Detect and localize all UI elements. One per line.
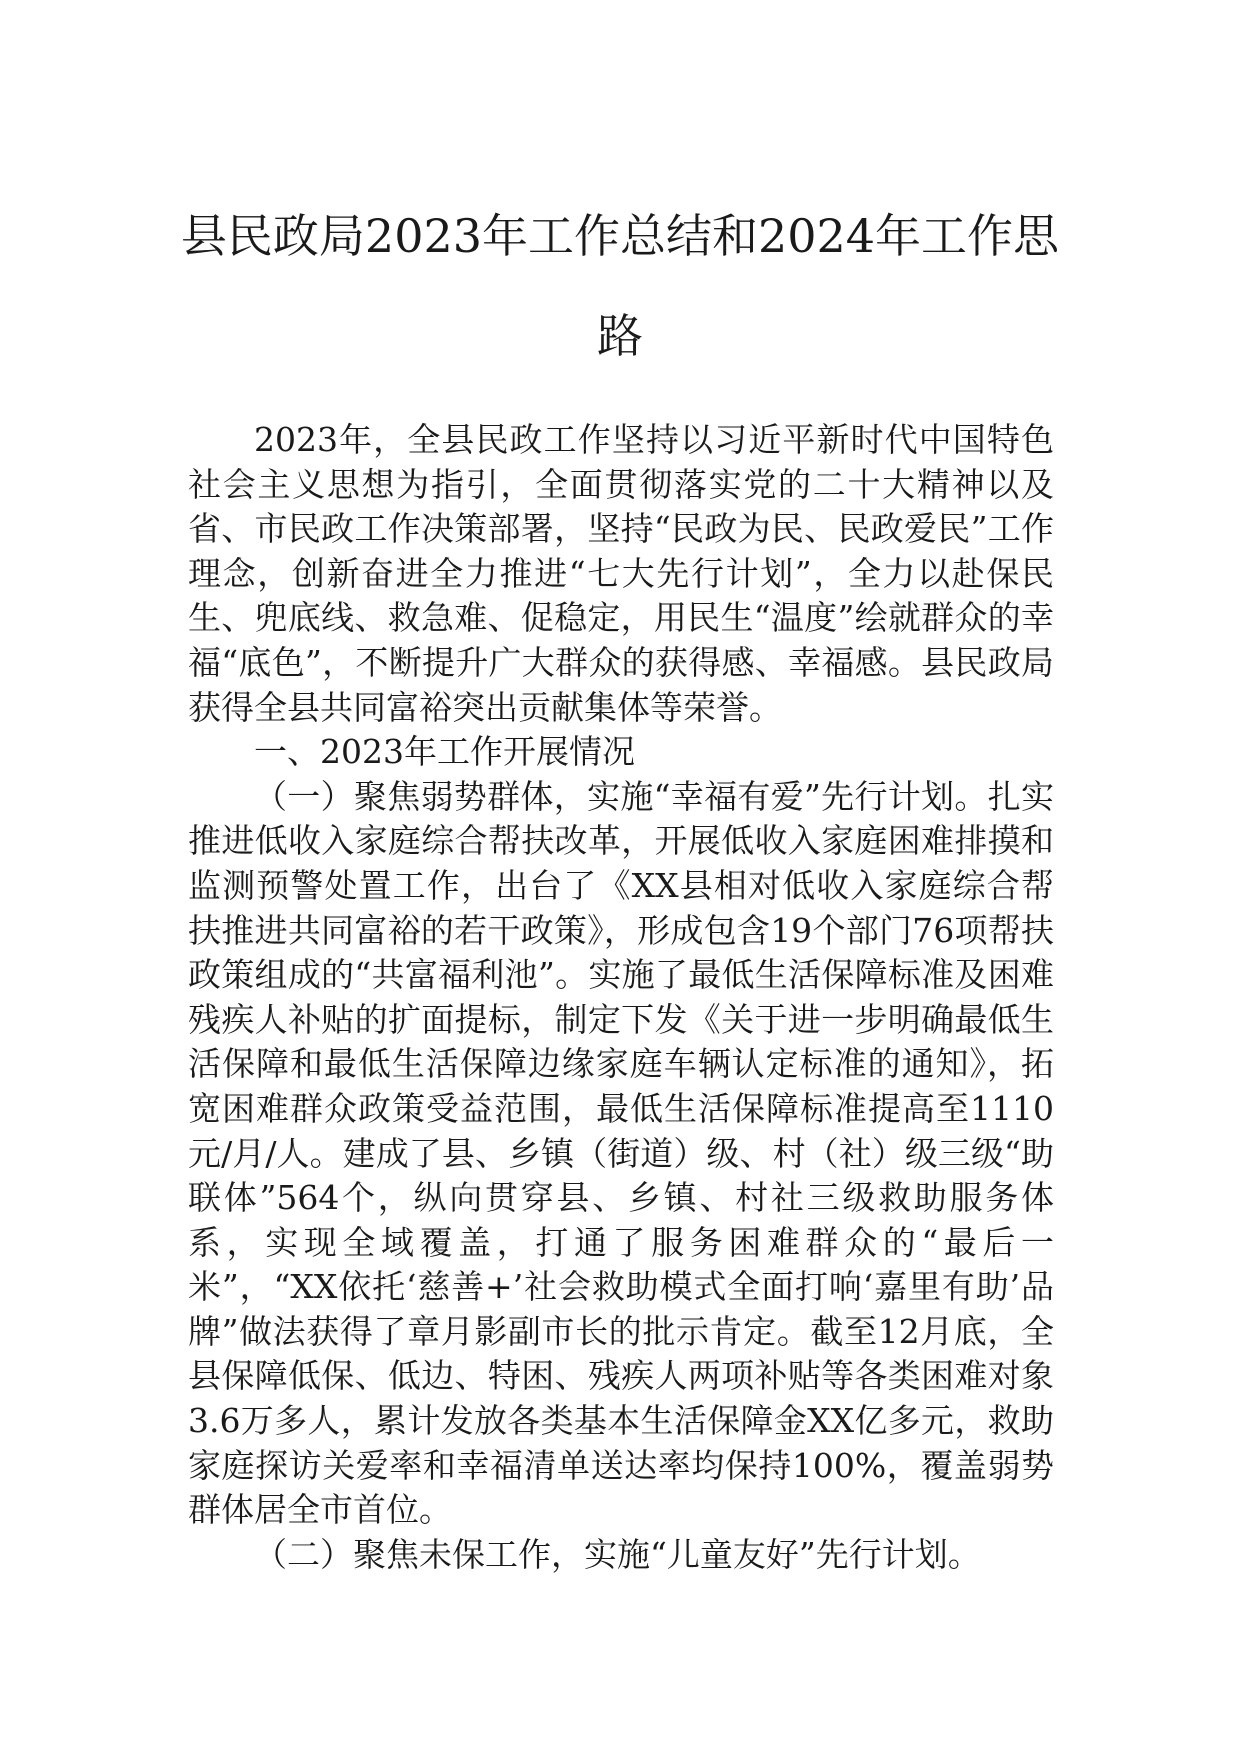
document-body	[188, 418, 1054, 1577]
section-heading: 一、2023年工作开展情况	[254, 732, 635, 772]
subsection-paragraph: （一）聚焦弱势群体，实施“幸福有爱”先行计划。扎实推进低收入家庭综合帮扶改革，开展低收入家庭困难排摸和监测预警处置工作，出台了《XX县相对低收入家庭综合帮扶推进共同富裕的若干政策》，形成包含19个部门76项帮扶政策组成的“共富福利池”。实施了最低生活保障标准及困难残疾人补贴的扩面提标，制定下发《关于进一步明确最低生活保障和最低生活保障边缘家庭车辆认定标准的通知》，拓宽困难群众政策受益范围，最低生活保障标准提高至1110元/月/人。建成了县、乡镇（街道）级、村（社）级三级“助联体”564个，纵向贯穿县、乡镇、村社三级救助服务体系，实现全域覆盖，打通了服务困难群众的“最后一米”，“XX依托‘慈善+’社会救助模式全面打响‘嘉里有助’品牌”做法获得了章月影副市长的批示肯定。截至12月底，全县保障低保、低边、特困、残疾人两项补贴等各类困难对象3.6万多人，累计发放各类基本生活保障金XX亿多元，救助家庭探访关爱率和幸福清单送达率均保持100%，覆盖弱势群体居全市首位。	[188, 776, 1054, 1530]
document-title: 县民政局2023年工作总结和2024年工作思路	[180, 209, 1060, 363]
intro-paragraph: 2023年，全县民政工作坚持以习近平新时代中国特色社会主义思想为指引，全面贯彻落实党的二十大精神以及省、市民政工作决策部署，坚持“民政为民、民政爱民”工作理念，创新奋进全力推进“七大先行计划”，全力以赴保民生、兜底线、救急难、促稳定，用民生“温度”绘就群众的幸福“底色”，不断提升广大群众的获得感、幸福感。县民政局获得全县共同富裕突出贡献集体等荣誉。	[188, 420, 1054, 727]
subsection-paragraph: （二）聚焦未保工作，实施“儿童友好”先行计划。	[254, 1534, 981, 1574]
